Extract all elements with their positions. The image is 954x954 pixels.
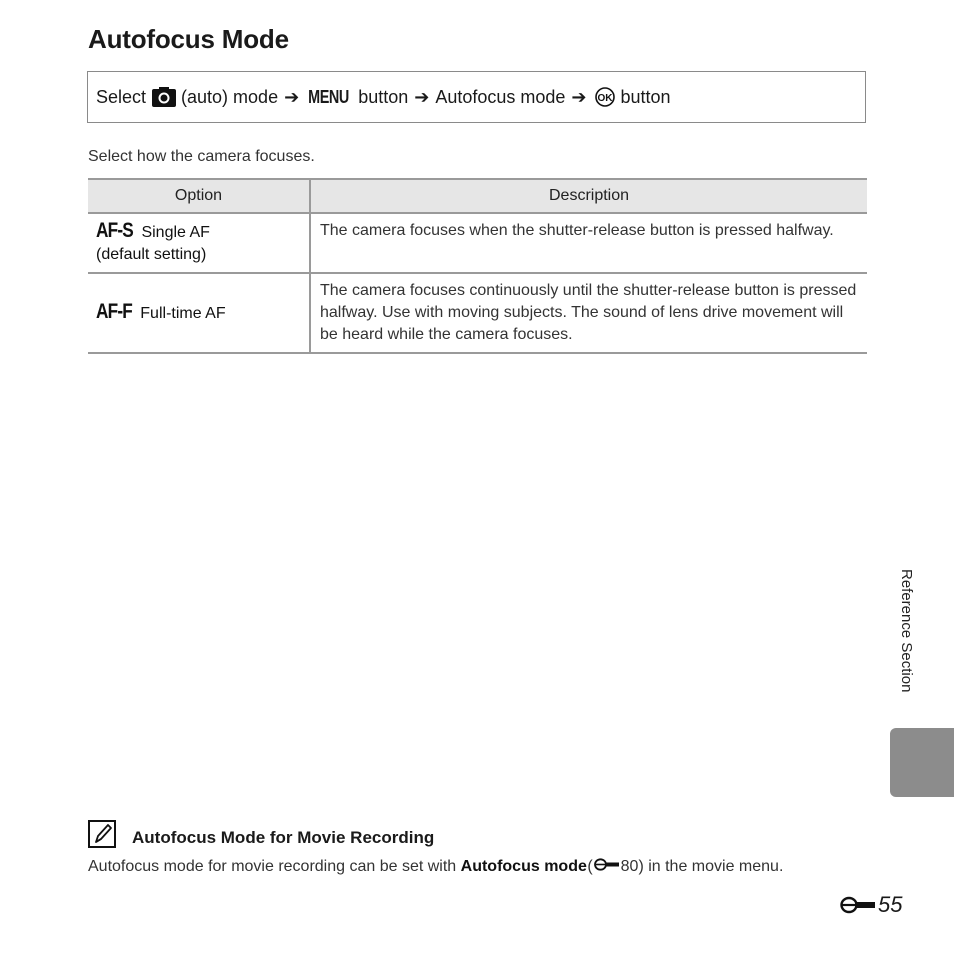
- description-cell: The camera focuses continuously until the shutter-release button is pressed halfway. Use with moving subjects. The sound of lens drive movement will be heard while the camera focuses.: [310, 273, 867, 353]
- column-header-description: Description: [310, 179, 867, 213]
- menu-path-button: button: [358, 86, 409, 107]
- arrow-right-icon: ➔: [284, 86, 300, 107]
- reference-section-icon: [840, 896, 876, 914]
- option-cell: [88, 213, 310, 273]
- menu-path-autofocus-mode: Autofocus mode: [435, 86, 566, 107]
- note-paren: (: [587, 858, 593, 875]
- menu-path-box: [87, 71, 866, 123]
- svg-text:OK: OK: [597, 93, 612, 104]
- page-number-value: 55: [878, 892, 903, 917]
- intro-text: Select how the camera focuses.: [88, 148, 315, 165]
- option-cell: [88, 273, 310, 353]
- pencil-note-icon: [88, 820, 116, 848]
- page-title: Autofocus Mode: [88, 24, 289, 54]
- section-label: Reference Section: [898, 569, 915, 693]
- note-title: Autofocus Mode for Movie Recording: [132, 828, 435, 847]
- option-label: Single AF: [141, 224, 210, 241]
- camera-icon: [152, 87, 176, 107]
- af-s-glyph: AF-S: [96, 219, 133, 242]
- note-setting-name: Autofocus mode: [460, 858, 587, 875]
- note-text-end: ) in the movie menu.: [638, 858, 784, 875]
- note-text: Autofocus mode for movie recording can be set with: [88, 858, 457, 875]
- section-tab: [890, 728, 954, 797]
- description-cell: The camera focuses when the shutter-release button is pressed halfway.: [310, 213, 867, 273]
- menu-path-select: Select: [96, 86, 147, 107]
- table-row: [88, 213, 867, 273]
- menu-path-auto-mode: (auto) mode: [181, 86, 279, 107]
- option-sublabel: (default setting): [96, 246, 207, 263]
- page-number: [840, 892, 902, 918]
- arrow-right-icon: ➔: [414, 86, 430, 107]
- menu-button-glyph: MENU: [308, 86, 350, 107]
- reference-section-icon: [594, 858, 620, 871]
- af-f-glyph: AF-F: [96, 300, 132, 323]
- options-table: [88, 178, 867, 354]
- menu-path-button-ok: button: [620, 86, 671, 107]
- table-row: [88, 273, 867, 353]
- note-page-ref: 80: [620, 858, 639, 875]
- note-body: [88, 858, 783, 876]
- option-label: Full-time AF: [140, 305, 226, 322]
- ok-icon: [595, 87, 615, 107]
- arrow-right-icon: ➔: [571, 86, 587, 107]
- column-header-option: Option: [88, 179, 310, 213]
